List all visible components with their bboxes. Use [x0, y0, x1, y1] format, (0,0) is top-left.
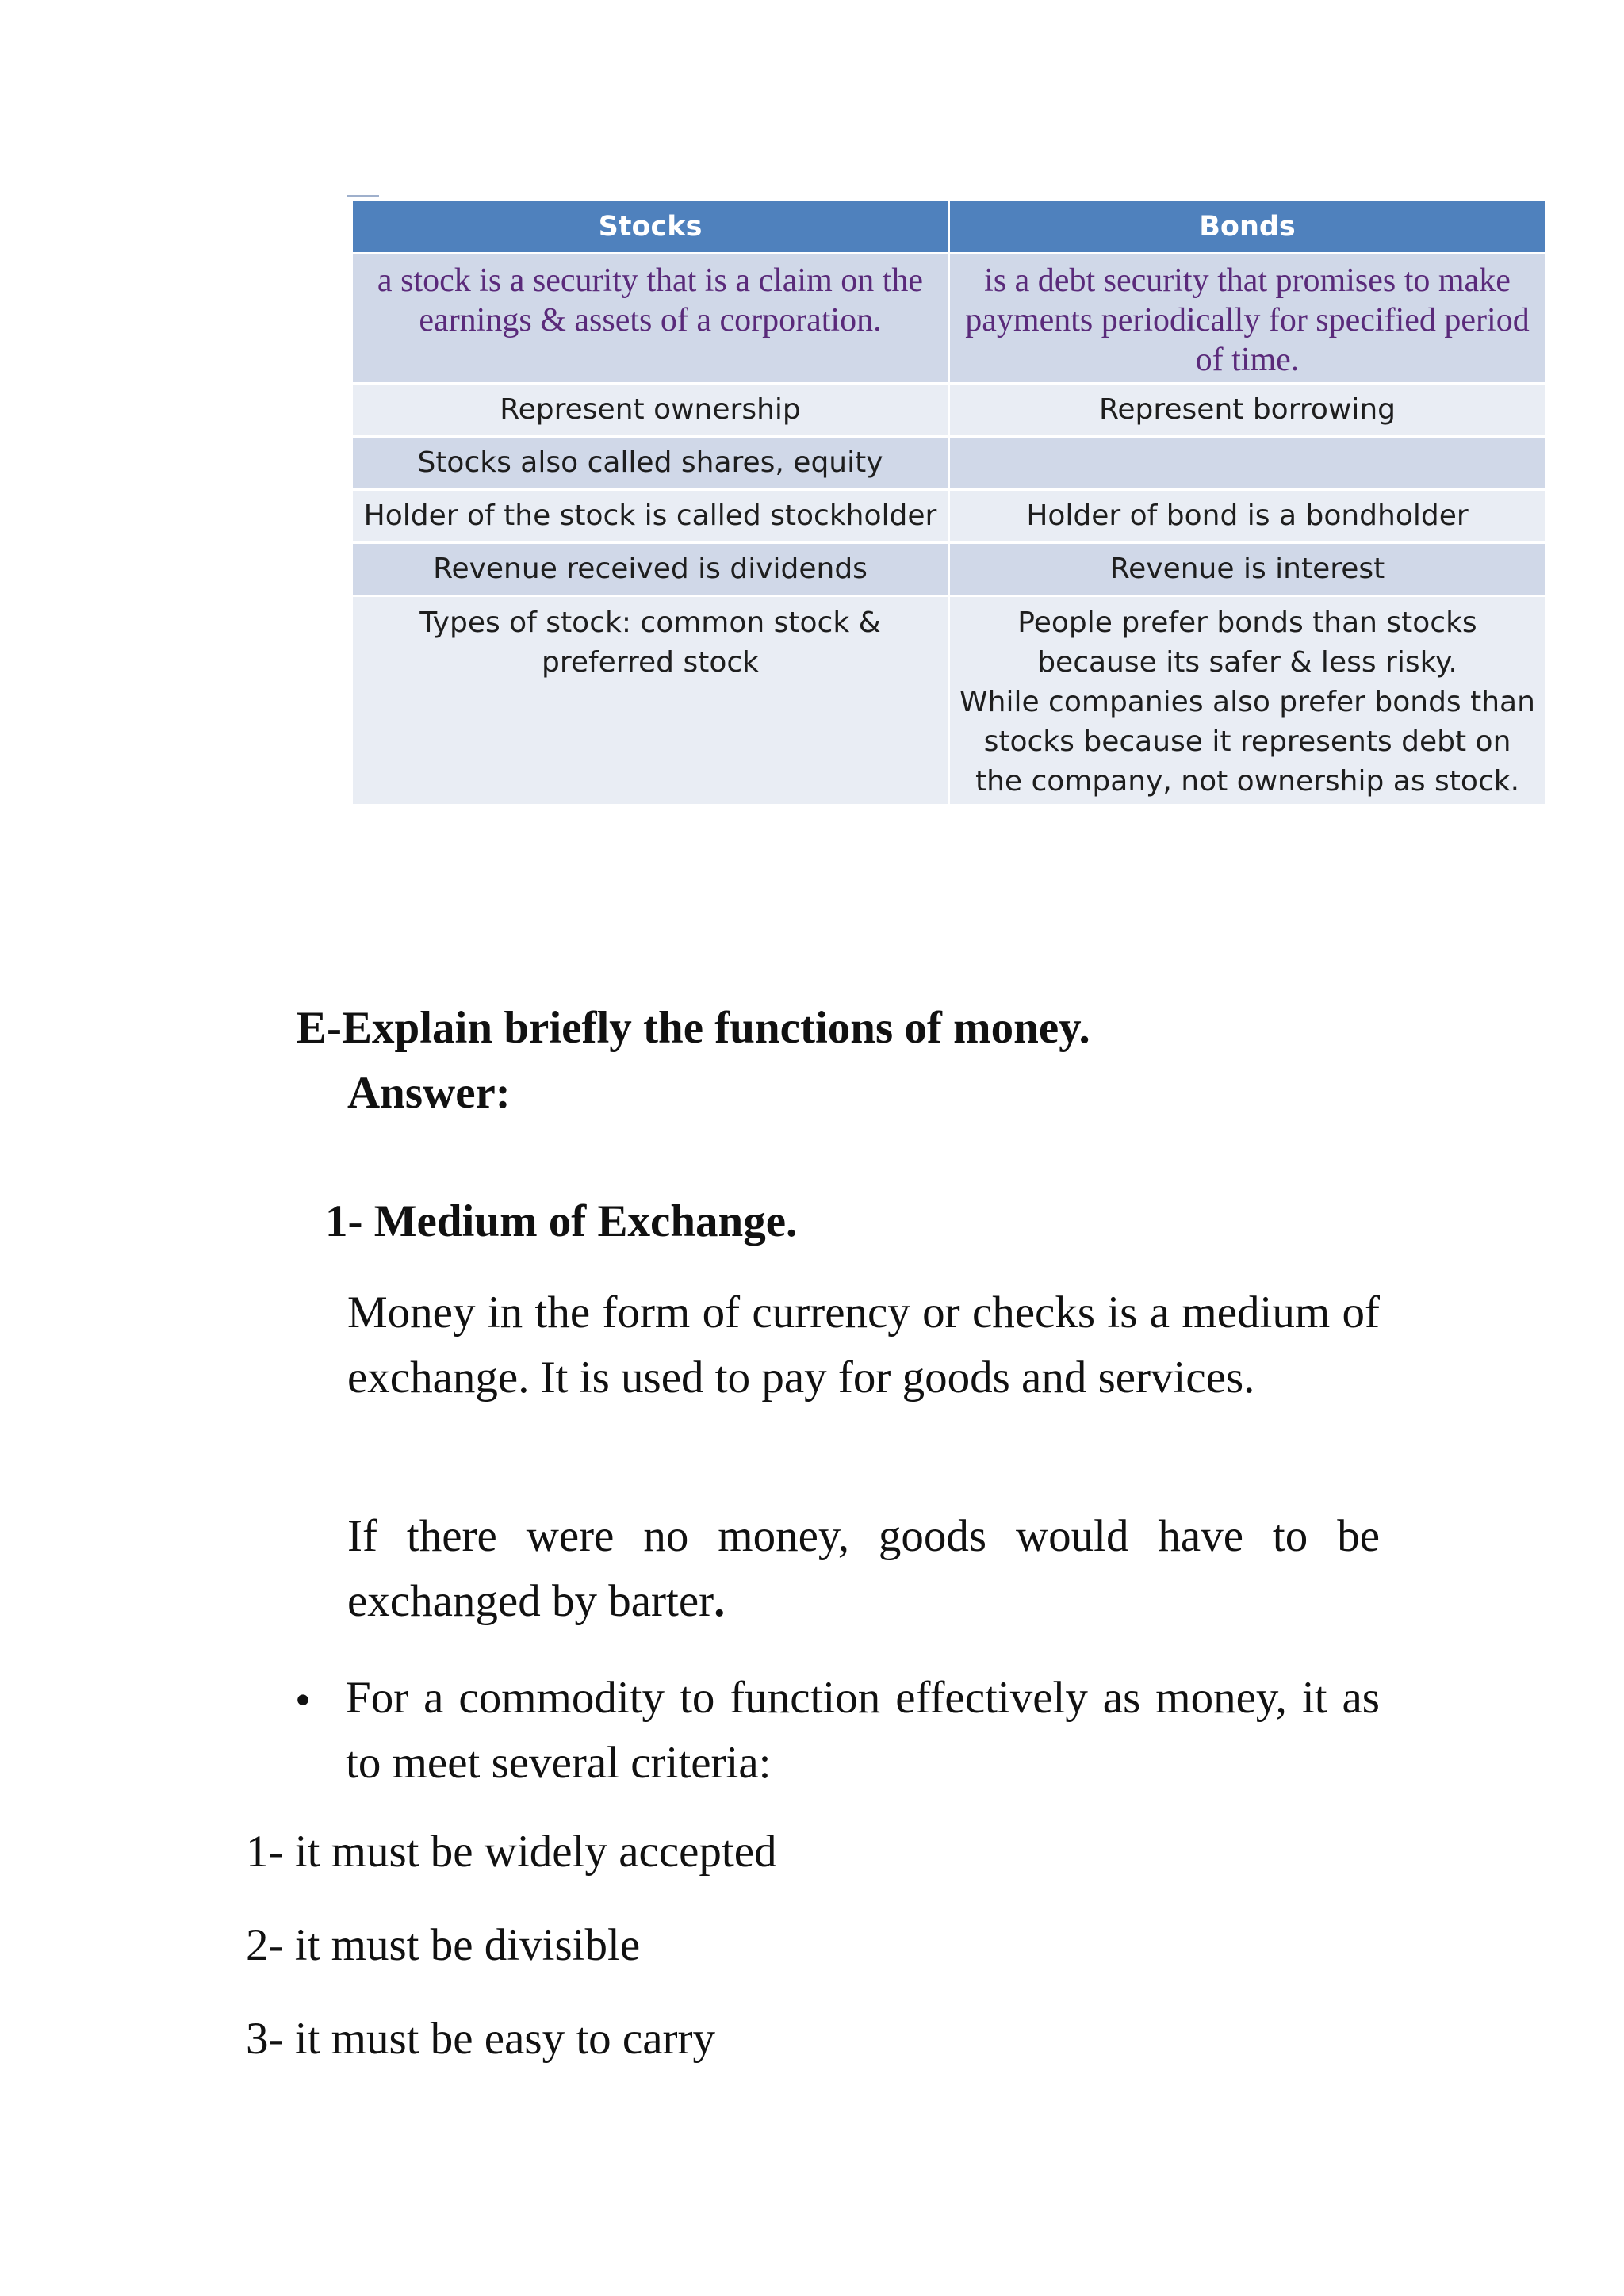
table-edge — [347, 195, 379, 197]
answer-label: Answer: — [347, 1068, 511, 1118]
cell-bond-revenue: Revenue is interest — [949, 543, 1546, 596]
bullet-criteria-intro: For a commodity to function effectively as money, it as to meet several criteria: — [346, 1673, 1380, 1788]
criteria-item-1: 1- it must be widely accepted — [246, 1827, 777, 1877]
cell-stock-ownership: Represent ownership — [352, 384, 949, 437]
cell-bond-holder: Holder of bond is a bondholder — [949, 490, 1546, 543]
cell-stock-holder: Holder of the stock is called stockholder — [352, 490, 949, 543]
cell-bond-preference: People prefer bonds than stocks because its safer & less risky. While companies also prefer bonds than stocks because it represents debt on the company, not ownership as stock. — [949, 596, 1546, 806]
criteria-item-3: 3- it must be easy to carry — [246, 2014, 715, 2064]
question — [297, 996, 1407, 1061]
cell-stock-revenue: Revenue received is dividends — [352, 543, 949, 596]
header-bonds: Bonds — [949, 201, 1546, 254]
paragraph-barter-text: If there were no money, goods would have to be exchanged by barter — [347, 1511, 1380, 1626]
header-stocks: Stocks — [352, 201, 949, 254]
question-prefix: E- — [297, 1003, 342, 1053]
paragraph-barter-period: . — [714, 1576, 726, 1626]
question-text: Explain briefly the functions of money. — [342, 1003, 1090, 1053]
cell-bond-borrowing: Represent borrowing — [949, 384, 1546, 437]
bullet-dot: • — [295, 1675, 311, 1725]
paragraph-barter — [347, 1504, 1380, 1634]
cell-stock-types: Types of stock: common stock & preferred stock — [352, 596, 949, 806]
cell-bond-definition: is a debt security that promises to make payments periodically for specified period of time. — [949, 254, 1546, 384]
cell-stock-shares: Stocks also called shares, equity — [352, 437, 949, 490]
section-heading: 1- Medium of Exchange. — [325, 1196, 798, 1246]
cell-stock-definition: a stock is a security that is a claim on the earnings & assets of a corporation. — [352, 254, 949, 384]
criteria-item-2: 2- it must be divisible — [246, 1920, 641, 1970]
cell-bond-empty — [949, 437, 1546, 490]
stocks-bonds-table — [350, 199, 1547, 806]
paragraph-medium-of-exchange: Money in the form of currency or checks is a medium of exchange. It is used to pay for goods and services. — [347, 1288, 1380, 1402]
